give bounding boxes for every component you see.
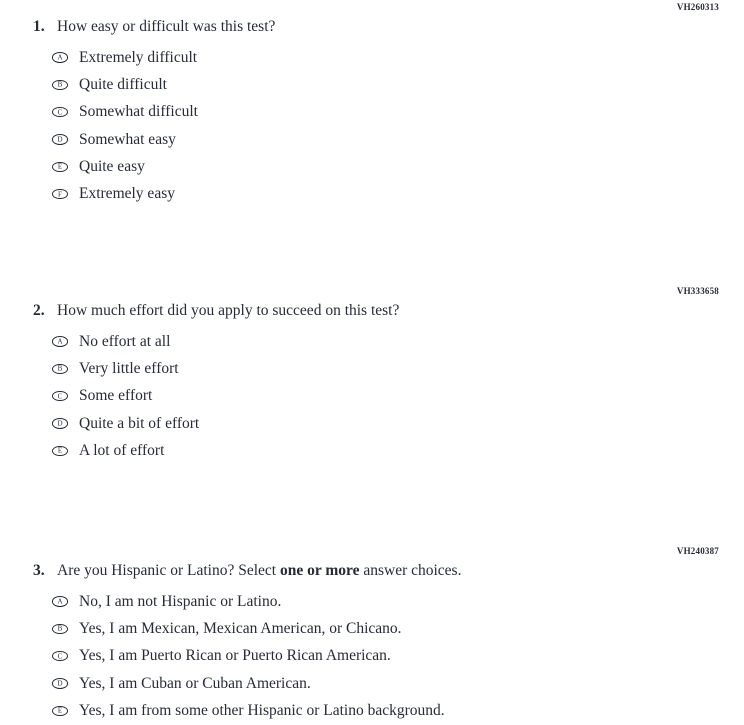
answer-option-3a[interactable] — [52, 588, 744, 615]
answer-option-label: Yes, I am Mexican, Mexican American, or Chicano. — [79, 619, 402, 637]
answer-option-3b[interactable] — [52, 615, 744, 642]
answer-option-label: A lot of effort — [79, 441, 165, 459]
answer-oval-icon[interactable]: E — [52, 706, 68, 717]
answer-option-2c[interactable] — [52, 383, 744, 410]
question-3 — [0, 560, 744, 581]
answer-option-label: Quite a bit of effort — [79, 414, 200, 432]
answer-option-1b[interactable] — [52, 71, 744, 98]
answer-option-label: No effort at all — [79, 332, 171, 350]
answer-option-label: Quite difficult — [79, 75, 167, 93]
accession-code-2: VH333658 — [676, 286, 719, 296]
question-block-3 — [0, 546, 744, 724]
answer-option-3d[interactable] — [52, 670, 744, 697]
question-2 — [0, 300, 744, 321]
answer-option-1f[interactable] — [52, 180, 744, 207]
answer-option-2d[interactable] — [52, 410, 744, 437]
answer-oval-icon[interactable]: C — [52, 391, 68, 402]
answer-oval-icon[interactable]: A — [52, 596, 68, 607]
question-1-options — [0, 44, 744, 208]
answer-oval-icon[interactable]: C — [52, 107, 68, 118]
answer-option-label: Extremely difficult — [79, 48, 198, 66]
answer-option-label: Yes, I am Cuban or Cuban American. — [79, 674, 311, 692]
answer-oval-icon[interactable]: B — [52, 364, 68, 375]
answer-option-label: Some effort — [79, 387, 153, 405]
answer-oval-icon[interactable]: D — [52, 134, 68, 145]
question-2-text: How much effort did you apply to succeed on this test? — [57, 302, 400, 319]
accession-code-1: VH260313 — [676, 2, 719, 12]
question-3-number: 3. — [33, 562, 45, 579]
answer-option-label: Quite easy — [79, 157, 145, 175]
answer-option-1c[interactable] — [52, 99, 744, 126]
answer-oval-icon[interactable]: A — [52, 336, 68, 347]
answer-option-label: Yes, I am from some other Hispanic or Latino background. — [79, 701, 445, 719]
answer-oval-icon[interactable]: B — [52, 624, 68, 635]
question-1-text: How easy or difficult was this test? — [57, 18, 276, 35]
answer-oval-icon[interactable]: A — [52, 52, 68, 63]
answer-option-label: Yes, I am Puerto Rican or Puerto Rican American. — [79, 647, 391, 665]
question-3-text: Are you Hispanic or Latino? Select one or more answer choices. — [57, 562, 462, 579]
answer-oval-icon[interactable]: F — [52, 189, 68, 200]
question-2-options — [0, 328, 744, 464]
answer-option-1e[interactable] — [52, 153, 744, 180]
answer-option-3c[interactable] — [52, 643, 744, 670]
answer-option-label: Very little effort — [79, 359, 179, 377]
answer-oval-icon[interactable]: D — [52, 418, 68, 429]
question-block-1 — [0, 2, 744, 208]
answer-oval-icon[interactable]: C — [52, 651, 68, 662]
answer-option-label: No, I am not Hispanic or Latino. — [79, 592, 282, 610]
answer-option-2b[interactable] — [52, 355, 744, 382]
question-2-number: 2. — [33, 302, 45, 319]
answer-oval-icon[interactable]: E — [52, 446, 68, 457]
question-1-number: 1. — [33, 18, 45, 35]
answer-oval-icon[interactable]: E — [52, 162, 68, 173]
question-1 — [0, 16, 744, 37]
answer-option-1a[interactable] — [52, 44, 744, 71]
answer-option-2a[interactable] — [52, 328, 744, 355]
accession-code-3: VH240387 — [676, 546, 719, 556]
answer-option-1d[interactable] — [52, 126, 744, 153]
answer-option-2e[interactable] — [52, 437, 744, 464]
answer-oval-icon[interactable]: D — [52, 678, 68, 689]
answer-oval-icon[interactable]: B — [52, 80, 68, 91]
answer-option-label: Somewhat difficult — [79, 103, 198, 121]
answer-option-label: Somewhat easy — [79, 130, 176, 148]
question-3-options — [0, 588, 744, 724]
answer-option-3e[interactable] — [52, 697, 744, 724]
answer-option-label: Extremely easy — [79, 185, 175, 203]
question-block-2 — [0, 286, 744, 464]
